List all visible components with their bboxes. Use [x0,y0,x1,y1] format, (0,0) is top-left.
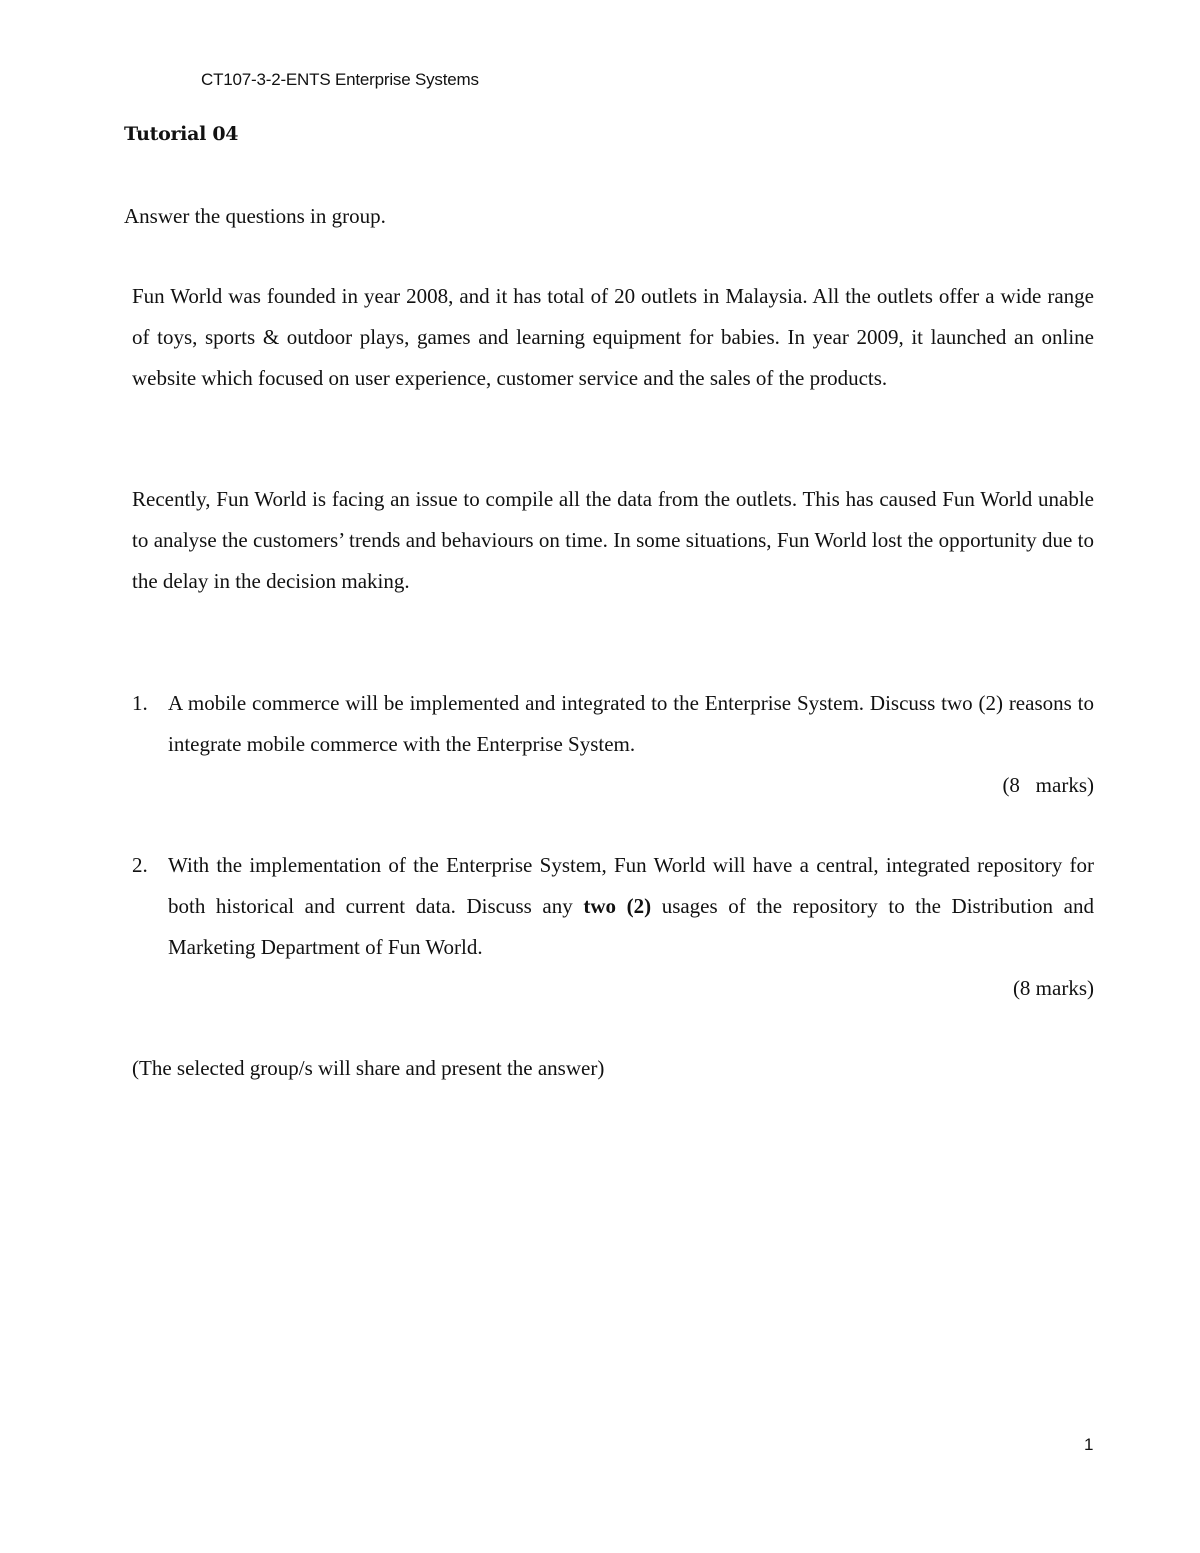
question-text [168,845,1094,968]
question-text: A mobile commerce will be implemented and integrated to the Enterprise System. Discuss two (2) reasons to integrate mobile commerce with the Enterprise System. [168,691,1094,756]
question-marks: (8 marks) [1002,773,1094,797]
question-2 [132,845,1094,1009]
question-number: 1. [132,691,148,715]
page-number: 1 [1084,1435,1094,1454]
case-paragraph-2: Recently, Fun World is facing an issue to compile all the data from the outlets. This has caused Fun World unable to analyse the customers’ trends and behaviours on time. In some situations, Fun World lost the opportunity due to the delay in the decision making. [132,487,1094,593]
question-marks: (8 marks) [1012,976,1094,1000]
question-text-part: usages of the repository to the Distribution and Marketing Department of Fun World. [168,894,1094,959]
question-1 [132,683,1094,806]
question-text-emphasis: two (2) [583,894,652,918]
question-text-part: With the implementation of the Enterprise System, Fun World will have a central, integrated repository for both historical and current data. Discuss any [168,853,1094,918]
tutorial-title: Tutorial 04 [124,123,239,145]
instruction-text: Answer the questions in group. [124,204,386,228]
question-number: 2. [132,853,148,877]
case-paragraph-1: Fun World was founded in year 2008, and it has total of 20 outlets in Malaysia. All the outlets offer a wide range of toys, sports & outdoor plays, games and learning equipment for babies. In year 2009, it launched an online website which focused on user experience, customer service and the sales of the products. [132,284,1094,390]
closing-note: (The selected group/s will share and present the answer) [132,1056,605,1080]
course-header: CT107-3-2-ENTS Enterprise Systems [201,70,479,89]
